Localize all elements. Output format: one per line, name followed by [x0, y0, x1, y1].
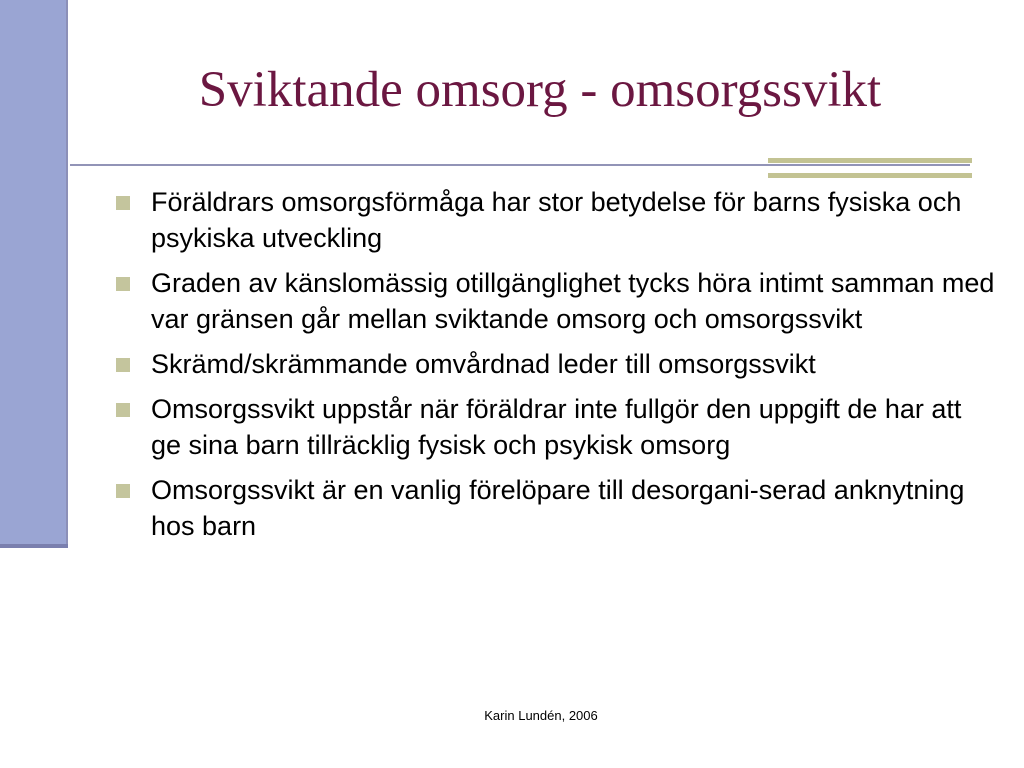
- accent-bar-bottom: [768, 173, 972, 178]
- square-bullet-icon: [116, 277, 130, 291]
- slide-title: Sviktande omsorg - omsorgssvikt: [198, 62, 882, 118]
- bullet-item: [116, 472, 996, 544]
- bullet-item: [116, 346, 996, 382]
- square-bullet-icon: [116, 403, 130, 417]
- left-decorative-bar: [0, 0, 66, 544]
- square-bullet-icon: [116, 358, 130, 372]
- bullet-text: Omsorgssvikt är en vanlig förelöpare till desorgani-serad anknytning hos barn: [151, 475, 965, 541]
- title-divider: [70, 164, 970, 166]
- bullet-text: Graden av känslomässig otillgänglighet tycks höra intimt samman med var gränsen går mellan sviktande omsorg och omsorgssvikt: [151, 268, 995, 334]
- square-bullet-icon: [116, 196, 130, 210]
- bullet-text: Skrämd/skrämmande omvårdnad leder till omsorgssvikt: [151, 349, 816, 379]
- left-bar-edge-line: [66, 0, 68, 548]
- bullet-list: [116, 184, 996, 553]
- slide-footer: Karin Lundén, 2006: [484, 708, 598, 723]
- bullet-text: Omsorgssvikt uppstår när föräldrar inte fullgör den uppgift de har att ge sina barn tillräcklig fysisk och psykisk omsorg: [151, 394, 962, 460]
- bullet-item: [116, 265, 996, 337]
- square-bullet-icon: [116, 484, 130, 498]
- left-bar-bottom-edge: [0, 544, 68, 548]
- bullet-item: [116, 184, 996, 256]
- bullet-item: [116, 391, 996, 463]
- accent-bar-top: [768, 158, 972, 163]
- bullet-text: Föräldrars omsorgsförmåga har stor betydelse för barns fysiska och psykiska utveckling: [151, 187, 962, 253]
